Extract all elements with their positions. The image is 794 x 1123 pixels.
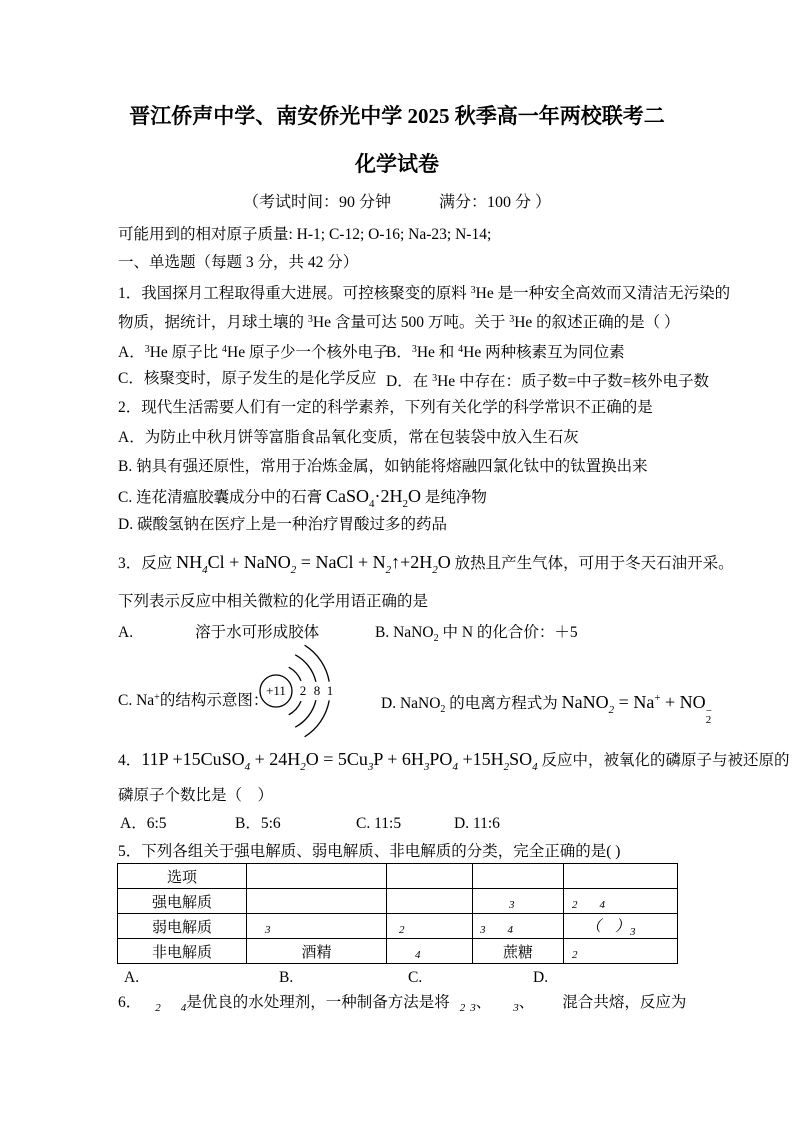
text-run: O <box>407 486 421 506</box>
q1-options-cd <box>118 368 710 390</box>
text-run: （ <box>586 918 602 935</box>
exam-subtitle: 化学试卷 <box>355 152 439 176</box>
text-run: 4 <box>180 1002 187 1014</box>
table-cell <box>247 939 387 964</box>
table-cell <box>247 914 387 939</box>
table-cell <box>473 939 564 964</box>
text-run: 是优良的水处理剂，一种制备方法是将 <box>186 994 450 1011</box>
text-run: 3 <box>470 1002 476 1014</box>
table-cell <box>118 864 247 889</box>
text-run: 的结构示意图： <box>159 692 269 709</box>
shell-arc <box>305 645 330 681</box>
table-cell <box>387 939 473 964</box>
text-run: 3 <box>513 1002 519 1014</box>
q1-option-d <box>386 368 709 393</box>
text-run: 、 <box>475 994 492 1011</box>
q5-answer-b: B. <box>279 969 294 986</box>
text-run: 是纯净物 <box>420 489 487 506</box>
text-run: 2 <box>608 704 615 716</box>
table-cell <box>247 864 387 889</box>
q5-classification-table <box>117 863 678 964</box>
text-run: 4 <box>458 344 464 355</box>
text-run: 3 <box>144 344 150 355</box>
text-run: He 中存在：质子数=中子数=核外电子数 <box>437 373 710 390</box>
q3-stem-line1 <box>118 549 734 583</box>
q1-stem-line1 <box>118 280 731 305</box>
table-cell <box>473 864 564 889</box>
q4-stem-line2: 磷原子个数比是（ ） <box>118 787 274 804</box>
text-run: 3．反应 <box>118 555 177 572</box>
text-run: 酒精 <box>301 944 332 961</box>
text-run: D. NaNO <box>381 695 441 712</box>
text-run: 11P +15CuSO <box>141 749 245 769</box>
q3-option-a <box>118 624 319 641</box>
shell-arc <box>295 700 316 727</box>
text-run: = Na <box>614 692 655 712</box>
text-run: O <box>437 552 451 572</box>
text-run: ·2H <box>374 486 403 506</box>
text-run: C. Na <box>118 692 155 709</box>
text-run: ） <box>615 918 631 935</box>
text-run: He 含量可达 500 万吨。关于 <box>312 314 510 331</box>
text-run: + 24H <box>250 749 301 769</box>
text-run: 3 <box>367 761 374 773</box>
q3-options-cd <box>118 687 712 726</box>
text-run: A． <box>118 344 145 361</box>
q5-answer-d: D. <box>533 969 549 986</box>
text-run: 3 <box>423 761 430 773</box>
text-run: 选项 <box>166 869 197 886</box>
q1-option-c <box>118 370 376 387</box>
text-run: 4 <box>368 498 375 510</box>
q3-stem-line2: 下列表示反应中相关微粒的化学用语正确的是 <box>118 593 429 610</box>
q4-option-c: C. 11:5 <box>356 815 402 832</box>
text-run: 4 <box>222 344 228 355</box>
text-run: 2 <box>399 923 405 936</box>
text-run: 2 <box>385 564 392 576</box>
nucleus-charge: +11 <box>266 683 286 698</box>
text-run: 4 <box>532 761 538 773</box>
shell-electron-count: 2 <box>299 683 307 698</box>
table-cell <box>564 939 678 964</box>
text-run: B. NaNO <box>375 624 434 641</box>
shell-electron-count: 1 <box>326 683 334 698</box>
text-run: 反应中，被氧化的磷原子与被还原的 <box>537 752 790 769</box>
q2-stem: 2．现代生活需要人们有一定的科学素养，下列有关化学的科学常识不正确的是 <box>118 399 653 416</box>
atomic-mass-note: 可能用到的相对原子质量: H-1; C-12; O-16; Na-23; N-14; <box>118 226 492 243</box>
q4-option-b: B．5:6 <box>235 815 281 832</box>
q1-option-a <box>118 344 388 361</box>
q4-stem-line1 <box>118 746 790 780</box>
text-run: PO <box>429 749 453 769</box>
table-cell <box>247 889 387 914</box>
text-run: He 是一种安全高效而又清洁无污染的 <box>475 285 731 302</box>
text-run: ↑ <box>391 552 401 572</box>
q5-stem: 5．下列各组关于强电解质、弱电解质、非电解质的分类，完全正确的是( ) <box>118 843 621 860</box>
text-run: B． <box>386 344 412 361</box>
text-run: 强电解质 <box>151 894 212 911</box>
text-run: 3 <box>307 314 313 325</box>
text-run: 物质，据统计，月球土壤的 <box>118 314 308 331</box>
sup-sub-stack <box>706 707 712 725</box>
text-run: 中 N 的化合价：＋5 <box>438 624 578 641</box>
text-run: D．在 <box>386 373 433 390</box>
table-cell <box>118 914 247 939</box>
text-run: 4 <box>452 761 458 773</box>
exam-info: （考试时间：90 分钟 满分：100 分 ） <box>242 194 551 211</box>
q3-option-c-label <box>118 692 268 709</box>
text-run: + NO <box>660 692 706 712</box>
q5-answer-a: A. <box>124 969 140 986</box>
q3-option-d <box>381 687 712 725</box>
table-row-weak-electrolyte <box>118 914 678 939</box>
text-run: 4 <box>507 923 513 936</box>
q4-option-d: D. 11:6 <box>454 815 500 832</box>
text-run: 弱电解质 <box>151 919 212 936</box>
text-run: +2H <box>400 552 433 572</box>
text-run: 溶于水可形成胶体 <box>195 624 320 641</box>
table-row-non-electrolyte <box>118 939 678 964</box>
text-run: 2 <box>155 1002 161 1014</box>
text-run: NaNO <box>561 692 609 712</box>
table-cell <box>473 889 564 914</box>
text-run: 2 <box>402 498 408 510</box>
table-cell <box>473 914 564 939</box>
subscript: 2 <box>705 714 712 726</box>
text-run: 3 <box>480 923 486 936</box>
text-run: 3 <box>265 923 271 936</box>
text-run: 2 <box>440 704 446 715</box>
text-run: 2 <box>503 761 510 773</box>
text-run: 蔗糖 <box>502 944 533 961</box>
text-run: 3 <box>630 925 636 938</box>
q6-stem <box>118 992 698 1019</box>
shell-arc <box>289 701 301 715</box>
text-run: 3 <box>411 344 417 355</box>
text-run: 2 <box>433 633 439 644</box>
text-run: 的电离方程式为 <box>445 695 562 712</box>
shell-arc <box>295 655 316 682</box>
text-run: He 和 <box>416 344 459 361</box>
q2-option-d: D. 碳酸氢钠在医疗上是一种治疗胃酸过多的药品 <box>118 516 447 533</box>
text-run: +15H <box>457 749 504 769</box>
text-run: NH <box>176 552 203 572</box>
section-heading: 一、单选题（每题 3 分，共 42 分） <box>118 254 359 271</box>
table-row-header <box>118 864 678 889</box>
q2-option-c <box>118 485 698 515</box>
text-run: + <box>654 692 661 704</box>
q3-option-b <box>375 622 578 650</box>
text-run: 4 <box>599 898 605 911</box>
q4-option-a: A．6:5 <box>120 815 167 832</box>
table-row-strong-electrolyte <box>118 889 678 914</box>
table-cell <box>387 914 473 939</box>
text-run: Cl + NaNO <box>207 552 291 572</box>
table-cell <box>387 864 473 889</box>
text-run: O = 5Cu <box>305 749 368 769</box>
text-run: CaSO <box>325 486 369 506</box>
text-run: 4 <box>202 564 208 576</box>
exam-title: 晋江侨声中学、南安侨光中学 2025 秋季高一年两校联考二 <box>129 104 665 128</box>
table-cell <box>387 889 473 914</box>
table-cell <box>118 939 247 964</box>
atomic-structure-diagram <box>254 644 359 740</box>
text-run: + <box>154 692 160 703</box>
table-cell <box>118 889 247 914</box>
text-run: 6． <box>118 994 142 1011</box>
text-run: A. <box>118 624 134 641</box>
text-run: 4． <box>118 752 142 769</box>
superscript: − <box>705 705 712 717</box>
text-run: 3 <box>470 285 476 296</box>
q2-option-a: A．为防止中秋月饼等富脂食品氧化变质，常在包装袋中放入生石灰 <box>118 429 579 446</box>
text-run: 2 <box>459 1002 466 1014</box>
shell-arc <box>289 667 301 681</box>
text-run: SO <box>509 749 533 769</box>
text-run: 2 <box>572 948 578 961</box>
text-run: 2 <box>432 564 438 576</box>
text-run: P + 6H <box>373 749 424 769</box>
text-run: 混合共熔，反应为 <box>562 994 687 1011</box>
shell-electron-count: 8 <box>313 683 321 698</box>
text-run: 非电解质 <box>151 944 212 961</box>
q1-options-ab <box>118 339 698 364</box>
text-run: 4 <box>415 948 421 961</box>
table-cell <box>564 864 678 889</box>
text-run: 2 <box>300 761 306 773</box>
q2-option-b: B. 钠具有强还原性，常用于冶炼金属，如钠能将熔融四氯化钛中的钛置换出来 <box>118 458 648 475</box>
text-run: C．核聚变时，原子发生的是化学反应 <box>118 370 377 387</box>
text-run: C. 连花清瘟胶囊成分中的石膏 <box>118 489 326 506</box>
q1-stem-line2 <box>118 309 698 334</box>
table-cell <box>564 914 678 939</box>
q1-option-b <box>386 339 625 364</box>
table-cell <box>564 889 678 914</box>
text-run: 2 <box>572 898 578 911</box>
q5-answer-c: C. <box>408 969 423 986</box>
text-run: 放热且产生气体，可用于冬天石油开采。 <box>450 555 734 572</box>
text-run: 、 <box>518 994 535 1011</box>
text-run: 3 <box>509 898 515 911</box>
text-run: 4 <box>244 761 251 773</box>
text-run: He 原子少一个核外电子 <box>227 344 389 361</box>
shell-arc <box>305 700 330 736</box>
q3-options-ab <box>118 622 698 644</box>
text-run: He 原子比 <box>149 344 223 361</box>
text-run: = NaCl + N <box>296 552 386 572</box>
text-run: 3 <box>509 314 515 325</box>
text-run: He 的叙述正确的是（ ） <box>514 314 680 331</box>
text-run: 1．我国探月工程取得重大进展。可控核聚变的原料 <box>118 285 471 302</box>
text-run: 3 <box>432 373 438 384</box>
text-run: 2 <box>290 564 297 576</box>
text-run: He 两种核素互为同位素 <box>463 344 625 361</box>
